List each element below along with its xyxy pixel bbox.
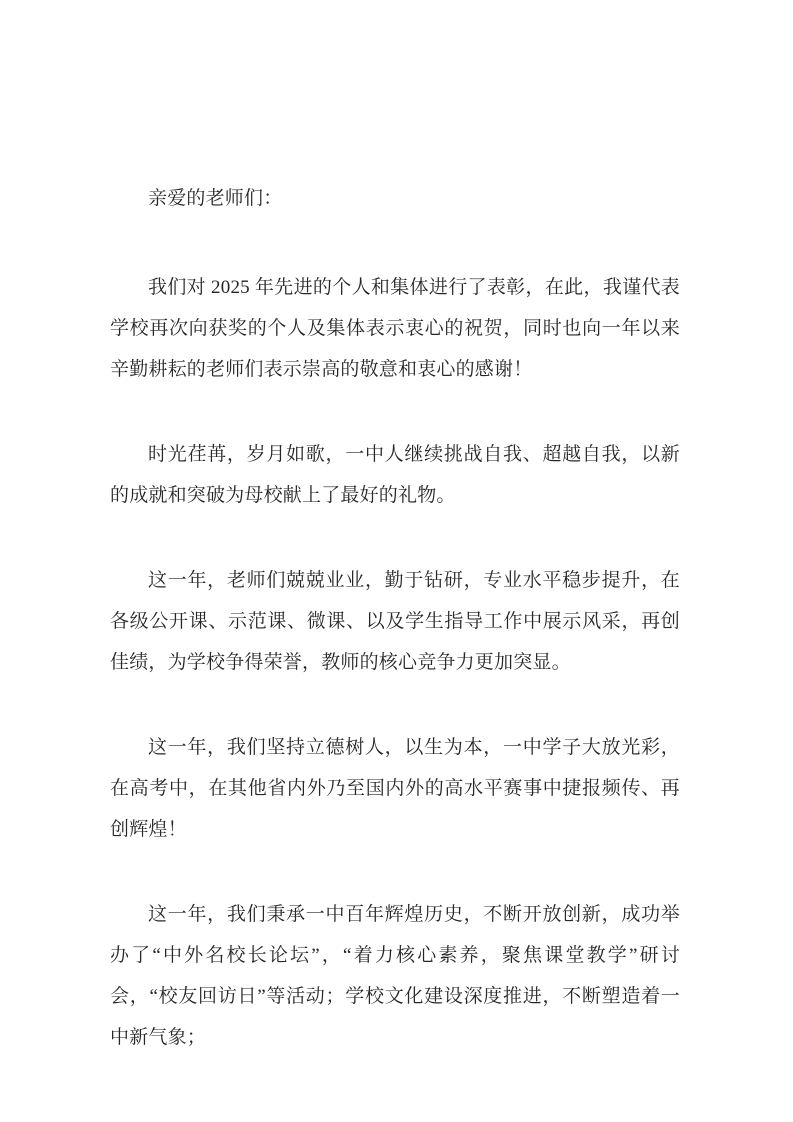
paragraph-teachers-achievements: 这一年，老师们兢兢业业，勤于钻研，专业水平稳步提升，在各级公开课、示范课、微课、以及学生指导工作中展示风采，再创佳绩，为学校争得荣誉，教师的核心竞争力更加突显。 [110,570,680,673]
paragraph-school-events: 这一年，我们秉承一中百年辉煌历史，不断开放创新，成功举办了“中外名校长论坛”，“着力核心素养，聚焦课堂教学”研讨会，“校友回访日”等活动；学校文化建设深度推进，不断塑造着一中新气象； [110,904,680,1048]
salutation-line: 亲爱的老师们： [148,188,283,209]
document-body [110,178,680,1058]
paragraph-students-achievements: 这一年，我们坚持立德树人，以生为本，一中学子大放光彩，在高考中，在其他省内外乃至国内外的高水平赛事中捷报频传、再创辉煌！ [110,737,680,840]
paragraph-commendation: 我们对 2025 年先进的个人和集体进行了表彰，在此，我谨代表学校再次向获奖的个人及集体表示衷心的祝贺，同时也向一年以来辛勤耕耘的老师们表示崇高的敬意和衷心的感谢！ [110,277,680,380]
paragraph-time-flies: 时光荏苒，岁月如歌，一中人继续挑战自我、超越自我，以新的成就和突破为母校献上了最好的礼物。 [110,444,680,506]
